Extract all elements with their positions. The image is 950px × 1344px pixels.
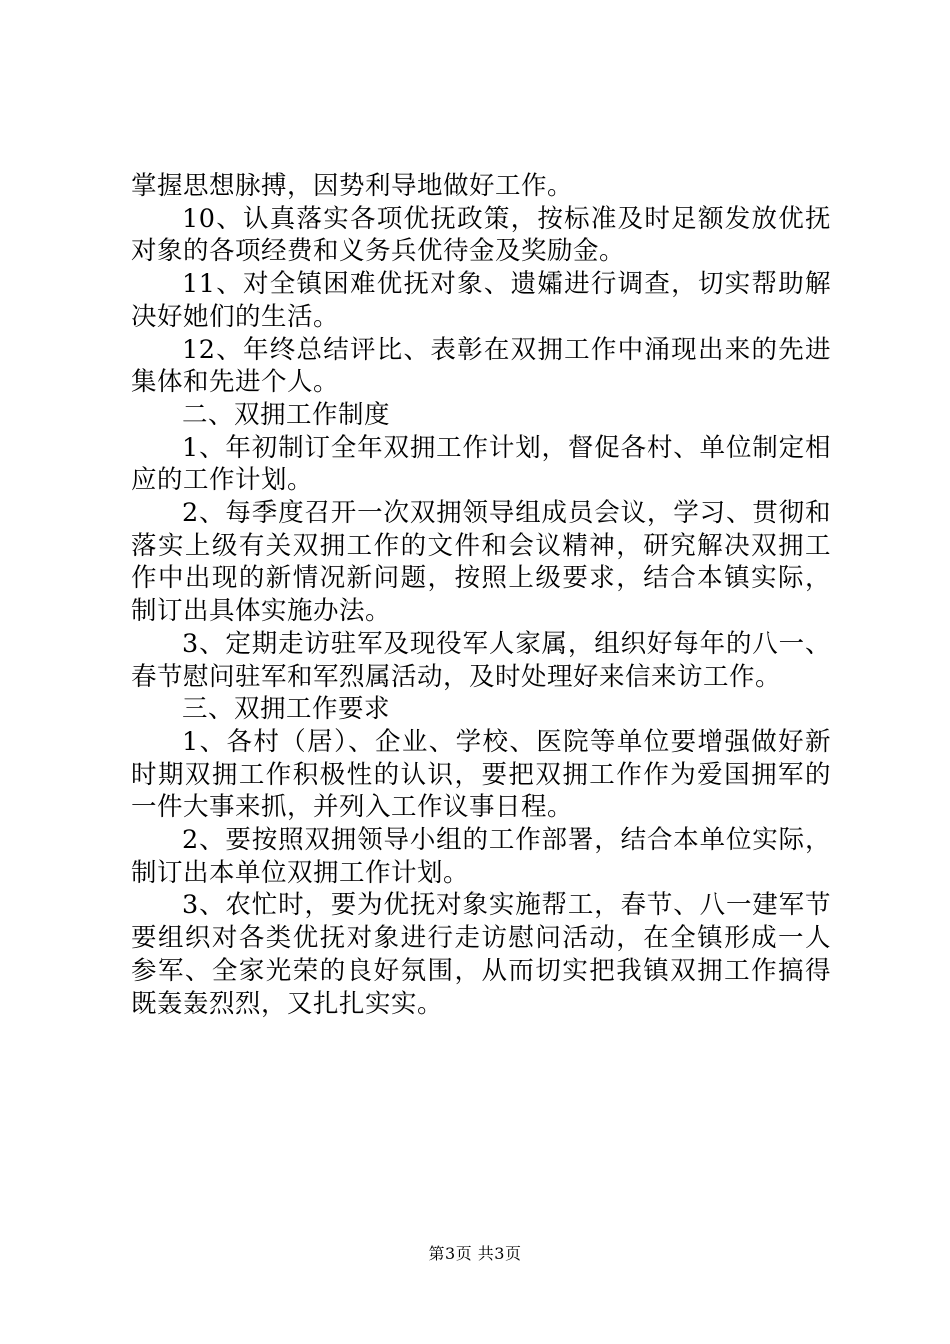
paragraph-system-2: 2、每季度召开一次双拥领导组成员会议，学习、贯彻和落实上级有关双拥工作的文件和会议精神，研究解决双拥工作中出现的新情况新问题，按照上级要求，结合本镇实际，制订出具体实施办法。 <box>131 498 831 627</box>
paragraph-requirement-2: 2、要按照双拥领导小组的工作部署，结合本单位实际，制订出本单位双拥工作计划。 <box>131 825 831 888</box>
section-heading-3: 三、双拥工作要求 <box>182 694 391 725</box>
page-footer: 第3页 共3页 <box>428 1244 522 1263</box>
section-heading-2: 二、双拥工作制度 <box>182 399 391 430</box>
paragraph-system-1: 1、年初制订全年双拥工作计划，督促各村、单位制定相应的工作计划。 <box>131 432 831 496</box>
paragraph-continuation: 掌握思想脉搏，因势利导地做好工作。 <box>131 171 574 201</box>
paragraph-item-12: 12、年终总结评比、表彰在双拥工作中涌现出来的先进集体和先进个人。 <box>131 334 831 398</box>
paragraph-requirement-1: 1、各村（居）、企业、学校、医院等单位要增强做好新时期双拥工作积极性的认识，要把双拥工作作为爱国拥军的一件大事来抓，并列入工作议事日程。 <box>131 726 831 823</box>
paragraph-system-3: 3、定期走访驻军及现役军人家属，组织好每年的八一、春节慰问驻军和军烈属活动，及时处理好来信来访工作。 <box>131 628 831 692</box>
document-body <box>131 170 831 1020</box>
paragraph-item-10: 10、认真落实各项优抚政策，按标准及时足额发放优抚对象的各项经费和义务兵优待金及奖励金。 <box>131 203 831 267</box>
paragraph-requirement-3: 3、农忙时，要为优抚对象实施帮工，春节、八一建军节要组织对各类优抚对象进行走访慰问活动，在全镇形成一人参军、全家光荣的良好氛围，从而切实把我镇双拥工作搞得既轰轰烈烈，又扎扎实实。 <box>131 890 831 1019</box>
paragraph-item-11: 11、对全镇困难优抚对象、遗孀进行调查，切实帮助解决好她们的生活。 <box>131 269 831 332</box>
